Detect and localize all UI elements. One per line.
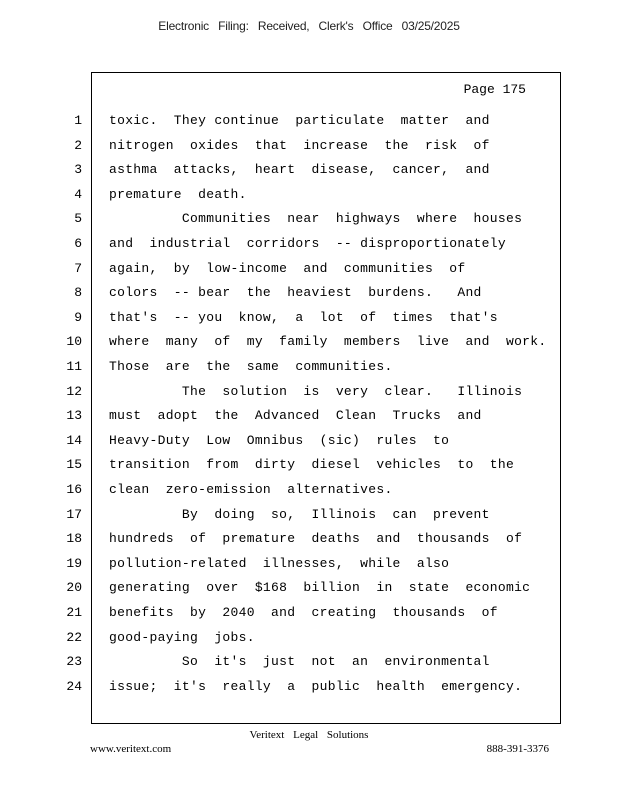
- page-number: Page 175: [463, 82, 526, 97]
- line-number: 5: [74, 211, 82, 226]
- line-text: So it's just not an environmental: [109, 654, 490, 669]
- line-text: good-paying jobs.: [109, 630, 255, 645]
- line-text: premature death.: [109, 187, 247, 202]
- line-text: generating over $168 billion in state economic: [109, 580, 531, 595]
- line-text: By doing so, Illinois can prevent: [109, 507, 490, 522]
- line-number: 15: [66, 457, 82, 472]
- line-number: 2: [74, 138, 82, 153]
- footer-website: www.veritext.com: [90, 743, 172, 755]
- line-number: 1: [74, 113, 82, 128]
- line-number: 19: [66, 556, 82, 571]
- line-number: 11: [66, 359, 82, 374]
- line-number: 16: [66, 482, 82, 497]
- line-number: 22: [66, 630, 82, 645]
- line-number: 12: [66, 384, 82, 399]
- line-text: again, by low-income and communities of: [109, 261, 466, 276]
- line-number: 21: [66, 605, 82, 620]
- line-number: 8: [74, 285, 82, 300]
- line-number: 9: [74, 310, 82, 325]
- line-text: and industrial corridors -- disproportionately: [109, 236, 506, 251]
- line-number: 18: [66, 531, 82, 546]
- line-text: asthma attacks, heart disease, cancer, and: [109, 162, 490, 177]
- line-number: 10: [66, 334, 82, 349]
- line-text: where many of my family members live and work.: [109, 334, 547, 349]
- line-text: pollution-related illnesses, while also: [109, 556, 450, 571]
- line-text: The solution is very clear. Illinois: [109, 384, 523, 399]
- filing-header: Electronic Filing: Received, Clerk's Office 03/25/2025: [158, 19, 460, 33]
- line-text: that's -- you know, a lot of times that's: [109, 310, 498, 325]
- line-text: nitrogen oxides that increase the risk of: [109, 138, 490, 153]
- line-number: 4: [74, 187, 82, 202]
- line-text: Communities near highways where houses: [109, 211, 523, 226]
- line-text: hundreds of premature deaths and thousands of: [109, 531, 523, 546]
- footer-company: Veritext Legal Solutions: [249, 729, 369, 741]
- line-number: 13: [66, 408, 82, 423]
- line-number: 7: [74, 261, 82, 276]
- line-number: 17: [66, 507, 82, 522]
- line-number: 20: [66, 580, 82, 595]
- line-text: benefits by 2040 and creating thousands of: [109, 605, 498, 620]
- line-number: 14: [66, 433, 82, 448]
- line-text: toxic. They continue particulate matter and: [109, 113, 490, 128]
- line-number: 24: [66, 679, 82, 694]
- footer-phone: 888-391-3376: [486, 743, 549, 755]
- line-text: must adopt the Advanced Clean Trucks and: [109, 408, 482, 423]
- line-text: clean zero-emission alternatives.: [109, 482, 393, 497]
- line-text: colors -- bear the heaviest burdens. And: [109, 285, 482, 300]
- line-number: 6: [74, 236, 82, 251]
- line-text: issue; it's really a public health emergency.: [109, 679, 523, 694]
- line-text: Those are the same communities.: [109, 359, 393, 374]
- line-number: 23: [66, 654, 82, 669]
- line-text: Heavy-Duty Low Omnibus (sic) rules to: [109, 433, 450, 448]
- line-text: transition from dirty diesel vehicles to the: [109, 457, 515, 472]
- line-number: 3: [74, 162, 82, 177]
